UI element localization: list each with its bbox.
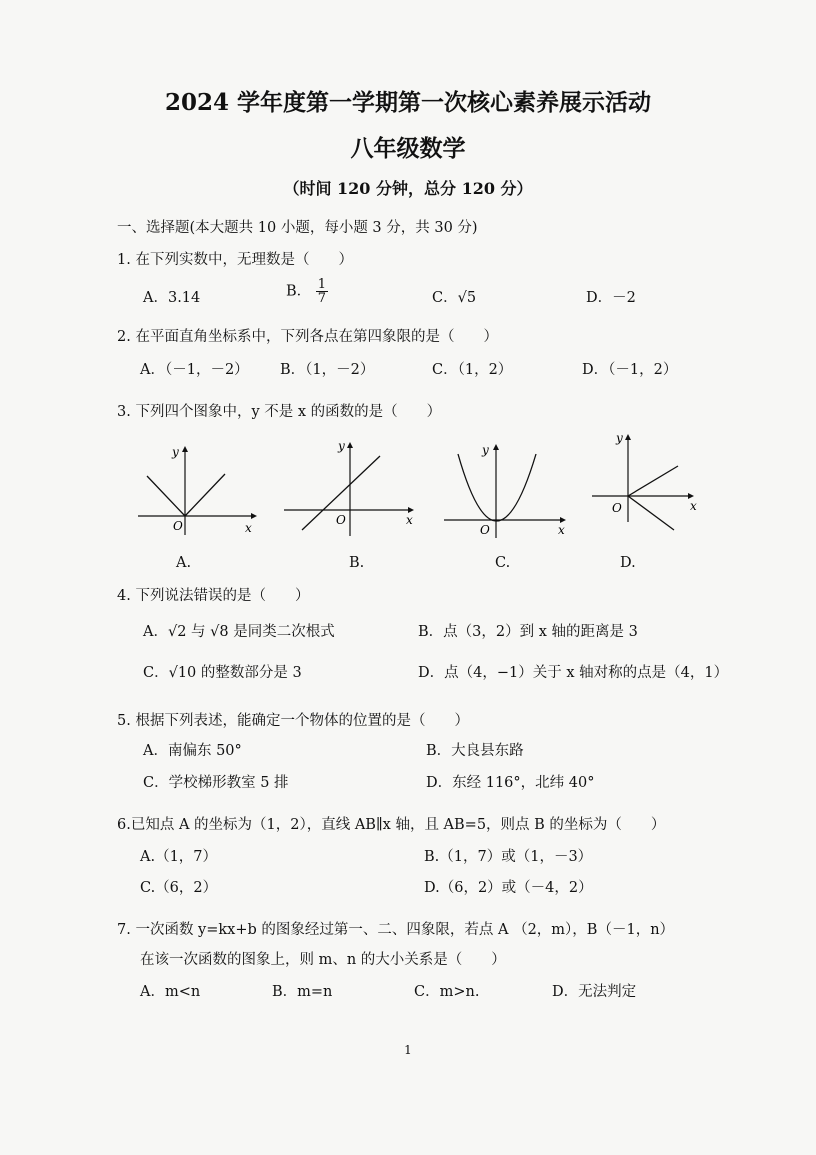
q3-stem: 3. 下列四个图象中，y 不是 x 的函数的是（ ）	[117, 404, 442, 420]
q5-option-a: A．南偏东 50°	[143, 743, 242, 759]
q1-option-b-label: B．	[286, 283, 312, 300]
q7-option-a: A．m<n	[140, 984, 201, 1000]
q7-stem-line1: 7. 一次函数 y=kx+b 的图象经过第一、二、四象限，若点 A （2，m），B（－1，n）	[117, 922, 675, 938]
q3-graph-b-x-label: x	[406, 513, 413, 527]
q2-option-b: B．（1，－2）	[280, 362, 375, 378]
q1-fraction-numerator: 1	[317, 277, 327, 292]
q5-stem: 5. 根据下列表述，能确定一个物体的位置的是（ ）	[117, 713, 469, 729]
q7-option-d: D．无法判定	[552, 984, 637, 1000]
q3-label-b: B.	[349, 555, 365, 571]
q3-label-d: D.	[620, 555, 636, 571]
section-heading: 一、选择题(本大题共 10 小题，每小题 3 分，共 30 分)	[117, 220, 478, 236]
q5-option-c: C．学校梯形教室 5 排	[143, 775, 289, 791]
q3-graph-b	[280, 436, 420, 544]
q3-graph-a-x-arrow	[251, 513, 257, 519]
q3-graph-d-y-arrow	[625, 434, 631, 440]
q3-graph-d-lower-ray	[628, 496, 674, 530]
q3-graph-a-x-label: x	[245, 521, 252, 535]
q6-stem: 6.已知点 A 的坐标为（1，2），直线 AB∥x 轴，且 AB=5，则点 B 的坐标为（ ）	[117, 817, 666, 833]
q3-graph-c	[440, 438, 572, 546]
exam-title: 2024 学年度第一学期第一次核心素养展示活动	[164, 89, 652, 116]
page-number: 1	[404, 1043, 412, 1057]
q6-option-c: C.（6，2）	[140, 880, 218, 896]
q5-option-d: D．东经 116°，北纬 40°	[426, 775, 595, 791]
q6-option-a: A.（1，7）	[140, 849, 218, 865]
q3-graph-d-y-label: y	[616, 431, 623, 445]
q4-option-a: A．√2 与 √8 是同类二次根式	[143, 624, 335, 640]
q7-option-b: B．m=n	[272, 984, 333, 1000]
q3-graph-a-curve	[147, 474, 225, 516]
q3-graph-b-y-label: y	[338, 439, 345, 453]
q3-graph-c-y-arrow	[493, 444, 499, 450]
q1-option-a: A．3.14	[143, 290, 201, 306]
q7-option-c: C．m>n.	[414, 984, 480, 1000]
q6-option-b: B.（1，7）或（1，－3）	[424, 849, 593, 865]
q3-label-c: C.	[495, 555, 511, 571]
exam-subject: 八年级数学	[350, 135, 466, 162]
q3-graph-d-origin: O	[612, 501, 622, 515]
q3-graph-d-upper-ray	[628, 466, 678, 496]
q2-stem: 2. 在平面直角坐标系中，下列各点在第四象限的是（ ）	[117, 329, 498, 345]
q3-graph-c-y-label: y	[482, 443, 489, 457]
q1-fraction	[316, 278, 328, 305]
q3-graph-c-origin: O	[480, 523, 490, 537]
q6-option-d: D.（6，2）或（－4，2）	[424, 880, 593, 896]
q3-graph-a-y-label: y	[172, 445, 179, 459]
q2-option-d: D．（－1，2）	[582, 362, 678, 378]
q3-graph-b-origin: O	[336, 513, 346, 527]
q3-graph-d	[588, 426, 708, 542]
q3-graph-d-x-label: x	[690, 499, 697, 513]
q4-option-b: B．点（3，2）到 x 轴的距离是 3	[418, 624, 638, 640]
q4-stem: 4. 下列说法错误的是（ ）	[117, 588, 310, 604]
q1-option-c: C．√5	[432, 290, 477, 306]
q3-label-a: A.	[176, 555, 192, 571]
q3-graph-b-y-arrow	[347, 442, 353, 448]
q1-option-d: D．－2	[586, 290, 636, 306]
q2-option-a: A．（－1，－2）	[140, 362, 249, 378]
q1-fraction-denominator: 7	[317, 291, 327, 306]
q1-option-b	[286, 278, 328, 305]
q4-option-c: C．√10 的整数部分是 3	[143, 665, 302, 681]
q5-option-b: B．大良县东路	[426, 743, 524, 759]
exam-info: （时间 120 分钟，总分 120 分）	[283, 179, 533, 198]
q3-graph-c-x-label: x	[558, 523, 565, 537]
q3-graph-a	[133, 440, 263, 544]
q4-option-d: D．点（4，−1）关于 x 轴对称的点是（4，1）	[418, 665, 729, 681]
q3-graph-c-curve	[458, 454, 536, 521]
q2-option-c: C．（1，2）	[432, 362, 513, 378]
q1-stem: 1. 在下列实数中，无理数是（ ）	[117, 252, 353, 268]
q3-graph-a-y-arrow	[182, 446, 188, 452]
q3-graph-a-origin: O	[173, 519, 183, 533]
q7-stem-line2: 在该一次函数的图象上，则 m、n 的大小关系是（ ）	[140, 952, 506, 968]
